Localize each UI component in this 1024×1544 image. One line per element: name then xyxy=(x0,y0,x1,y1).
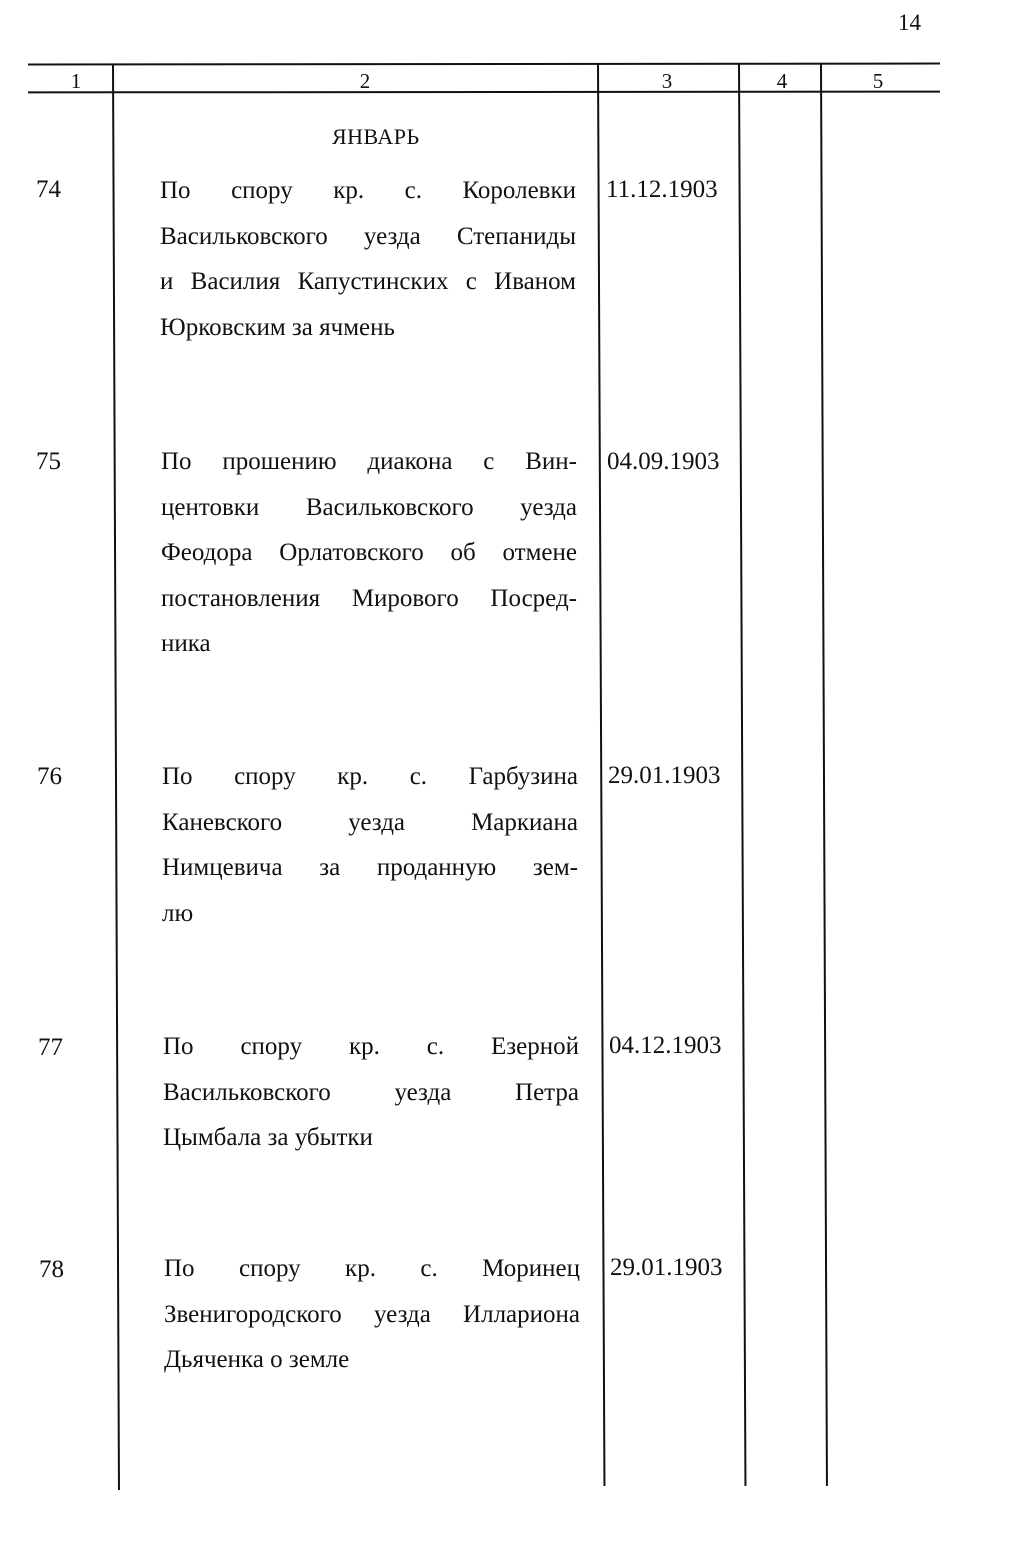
row-description xyxy=(161,439,577,667)
column-header-4: 4 xyxy=(776,69,788,93)
row-date: 04.12.1903 xyxy=(609,1032,722,1059)
description-line: По спору кр. с. Моринец xyxy=(164,1255,580,1282)
description-line: Дьяченка о земле xyxy=(164,1346,350,1373)
row-description xyxy=(162,754,578,936)
row-number: 75 xyxy=(36,448,61,475)
column-header-3: 3 xyxy=(661,69,673,93)
column-header-1: 1 xyxy=(70,69,82,93)
description-line: По спору кр. с. Езерной xyxy=(163,1033,579,1060)
row-description xyxy=(164,1246,580,1383)
description-line: По прошению диакона с Вин- xyxy=(161,448,577,475)
description-line: Нимцевича за проданную зем- xyxy=(162,854,578,881)
row-number: 74 xyxy=(36,176,61,203)
description-line: По спору кр. с. Гарбузина xyxy=(162,763,578,790)
description-line: лю xyxy=(162,899,194,927)
description-line: Васильковского уезда Степаниды xyxy=(160,222,576,250)
description-line: Феодора Орлатовского об отмене xyxy=(161,539,577,566)
row-date: 29.01.1903 xyxy=(608,762,721,789)
row-date: 11.12.1903 xyxy=(606,176,718,203)
row-number: 78 xyxy=(39,1256,64,1283)
description-line: Каневского уезда Маркиана xyxy=(162,808,578,836)
row-description xyxy=(160,168,576,350)
description-line: По спору кр. с. Королевки xyxy=(160,177,576,204)
row-number: 77 xyxy=(38,1034,63,1061)
description-line: постановления Мирового Посред- xyxy=(161,584,577,612)
description-line: Цымбала за убытки xyxy=(163,1124,373,1151)
row-number: 76 xyxy=(37,763,62,790)
row-description xyxy=(163,1024,579,1161)
page-number: 14 xyxy=(898,10,921,35)
row-date: 04.09.1903 xyxy=(607,448,720,475)
description-line: Звенигородского уезда Иллариона xyxy=(164,1300,580,1328)
column-header-2: 2 xyxy=(359,69,371,93)
column-separator-3 xyxy=(738,64,746,1486)
row-date: 29.01.1903 xyxy=(610,1254,723,1281)
column-separator-1 xyxy=(112,64,119,1490)
header-top-rule xyxy=(28,63,940,66)
column-separator-2 xyxy=(597,64,605,1486)
section-title: ЯНВАРЬ xyxy=(332,124,420,149)
description-line: и Василия Капустинских с Иваном xyxy=(160,268,576,295)
column-separator-4 xyxy=(820,64,827,1486)
header-bottom-rule xyxy=(28,91,940,94)
description-line: Юрковским за ячмень xyxy=(160,313,395,341)
description-line: Васильковского уезда Петра xyxy=(163,1078,579,1106)
column-header-5: 5 xyxy=(872,69,884,93)
description-line: ника xyxy=(161,630,211,657)
description-line: центовки Васильковского уезда xyxy=(161,493,577,521)
